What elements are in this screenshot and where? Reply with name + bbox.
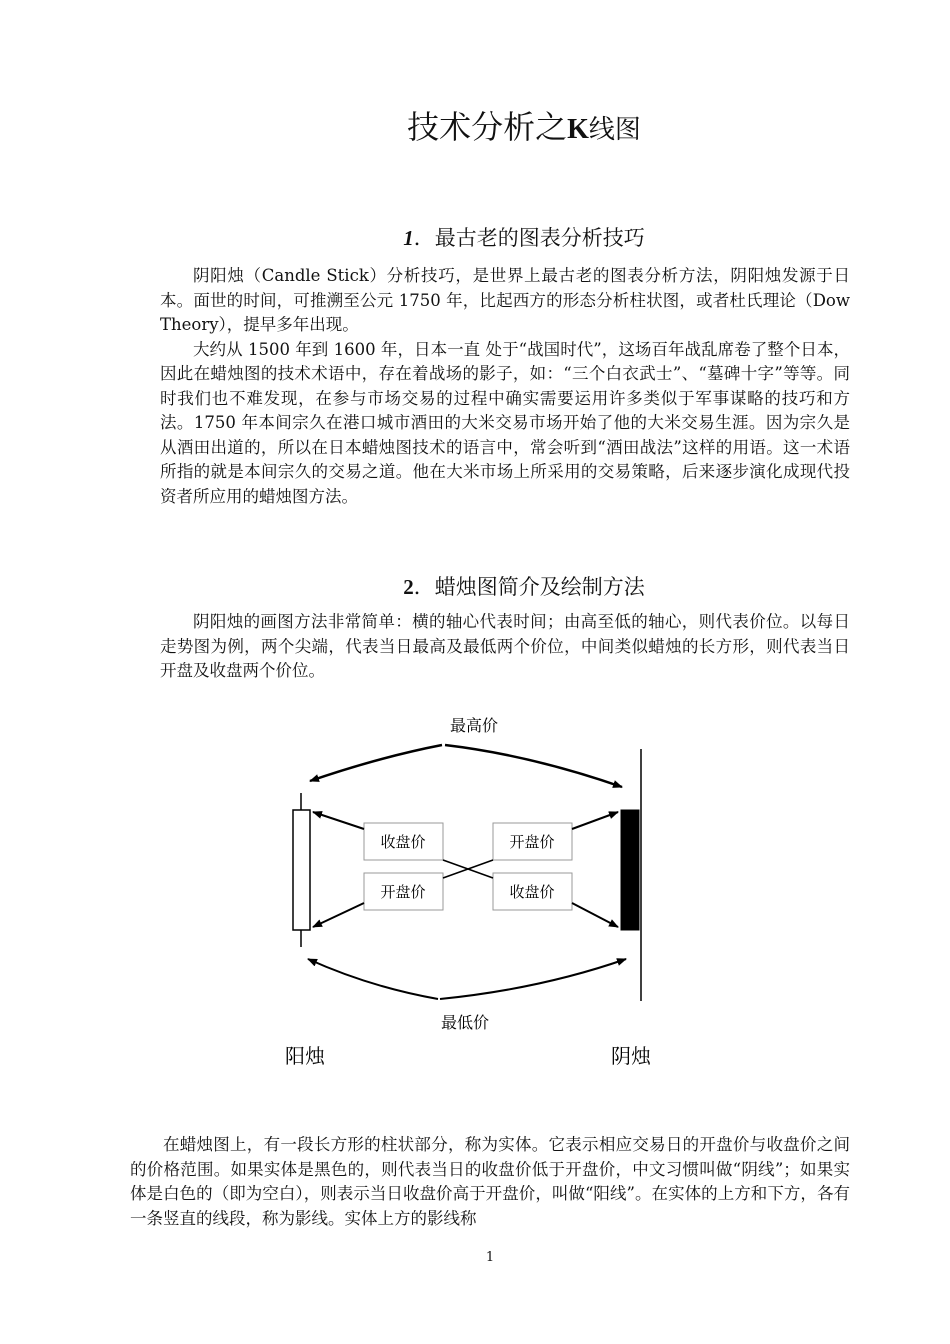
page-title xyxy=(0,102,950,148)
high-arrow-right xyxy=(445,745,622,787)
section3-body xyxy=(130,1133,850,1231)
yang-candle-label: 阳烛 xyxy=(285,1044,325,1068)
section1-heading-text: ．最古老的图表分析技巧 xyxy=(413,226,645,250)
close-price-left-label: 收盘价 xyxy=(380,833,426,851)
paragraph: 阴阳烛的画图方法非常简单：横的轴心代表时间；由高至低的轴心，则代表价位。以每日走势图为例，两个尖端，代表当日最高及最低两个价位，中间类似蜡烛的长方形，则代表当日开盘及收盘两个价位。 xyxy=(160,612,850,680)
paragraph: 阴阳烛（Candle Stick）分析技巧，是世界上最古老的图表分析方法，阴阳烛发源于日本。面世的时间，可推溯至公元 1750 年，比起西方的形态分析柱状图，或者杜氏理论（Dow Theory），提早多年出现。 xyxy=(160,266,850,334)
title-k: K xyxy=(567,114,589,145)
low-arrow-right xyxy=(440,959,626,999)
close-arrow-left xyxy=(313,812,364,829)
yin-candle-body xyxy=(621,810,639,930)
section2-heading-text: ．蜡烛图简介及绘制方法 xyxy=(413,575,645,599)
high-arrow-left xyxy=(310,745,442,781)
paragraph: 大约从 1500 年到 1600 年，日本一直 处于“战国时代”，这场百年战乱席卷了整个日本，因此在蜡烛图的技术术语中，存在着战场的影子，如：“三个白衣武士”、“墓碑十字”等等。同时我们也不难发现，在参与市场交易的过程中确实需要运用许多类似于军事谋略的技巧和方法。1750 年本间宗久在港口城市酒田的大米交易市场开始了他的大米交易生涯。因为宗久是从酒田出道的，所以在日本蜡烛图技术的语言中，常会听到“酒田战法”这样的用语。这一术语所指的就是本间宗久的交易之道。他在大米市场上所采用的交易策略，后来逐步演化成现代投资者所应用的蜡烛图方法。 xyxy=(160,339,850,506)
yin-candle-label: 阴烛 xyxy=(611,1044,651,1068)
paragraph: 在蜡烛图上，有一段长方形的柱状部分，称为实体。它表示相应交易日的开盘价与收盘价之间的价格范围。如果实体是黑色的，则代表当日的收盘价低于开盘价，中文习惯叫做“阴线”；如果实体是白色的（即为空白），则表示当日收盘价高于开盘价，叫做“阳线”。在实体的上方和下方，各有一条竖直的线段，称为影线。实体上方的影线称 xyxy=(130,1135,850,1228)
candlestick-diagram xyxy=(270,705,690,1075)
candlestick-svg xyxy=(270,705,690,1075)
close-arrow-right xyxy=(572,903,618,927)
yang-candle-body xyxy=(293,810,310,930)
section2-number: 2 xyxy=(403,575,414,599)
page-number: 1 xyxy=(485,1250,495,1265)
section2-body xyxy=(160,610,850,684)
low-arrow-left xyxy=(308,959,438,999)
open-price-right-label: 开盘价 xyxy=(509,833,555,851)
section1-body xyxy=(160,264,850,509)
title-tail: 线图 xyxy=(588,115,641,145)
section2-heading xyxy=(0,571,950,601)
high-price-label: 最高价 xyxy=(449,716,499,735)
open-arrow-left xyxy=(313,903,364,927)
open-arrow-right xyxy=(572,812,618,829)
section1-number: 1 xyxy=(403,226,414,250)
title-main: 技术分析之 xyxy=(407,108,568,146)
section1-heading xyxy=(0,222,950,252)
open-price-left-label: 开盘价 xyxy=(380,883,426,901)
low-price-label: 最低价 xyxy=(440,1013,490,1032)
close-price-right-label: 收盘价 xyxy=(509,883,555,901)
